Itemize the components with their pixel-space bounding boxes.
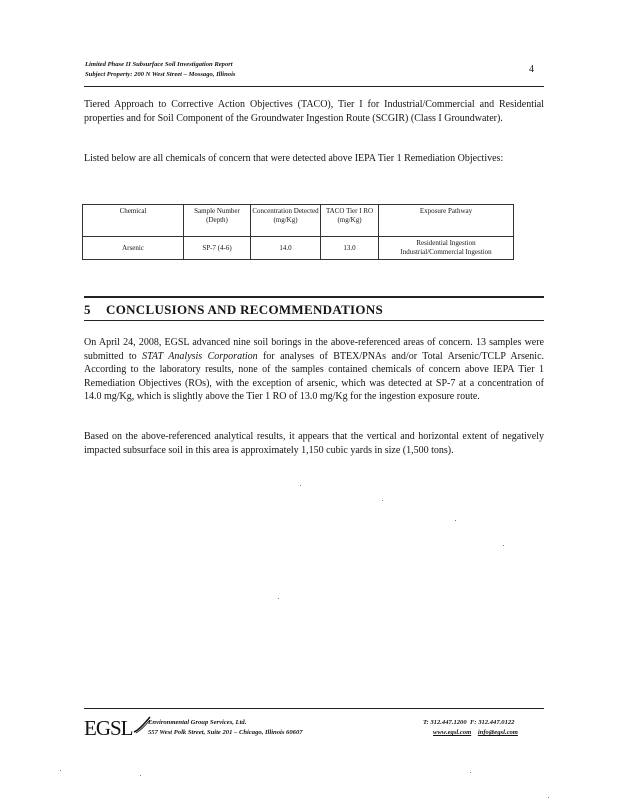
egsl-logo xyxy=(84,716,151,741)
chemicals-of-concern-table xyxy=(82,204,514,260)
conclusions-text-a: On April 24, 2008, EGSL advanced nine soil borings in the above-referenced areas of concern. 13 samples were submitted to xyxy=(84,337,544,362)
cell-chemical: Arsenic xyxy=(83,237,184,260)
section-heading xyxy=(84,302,383,318)
section-rule-top xyxy=(84,296,544,298)
subject-property: Subject Property: 200 N West Street – Mossago, Illinois xyxy=(85,71,236,78)
col-header-sample: Sample Number (Depth) xyxy=(184,205,251,237)
lab-name: STAT Analysis Corporation xyxy=(142,350,258,362)
section-title: CONCLUSIONS AND RECOMMENDATIONS xyxy=(106,302,384,317)
table-row xyxy=(83,237,514,260)
company-name: Environmental Group Services, Ltd. xyxy=(148,719,247,726)
section-number: 5 xyxy=(84,302,91,317)
section-rule-bottom xyxy=(84,320,544,321)
scan-speck xyxy=(300,485,301,486)
logo-text: EGSL xyxy=(84,716,133,740)
cell-concentration: 14.0 xyxy=(251,237,321,260)
pathway-line-1: Residential Ingestion xyxy=(416,239,476,247)
contact-block xyxy=(423,718,518,738)
header-rule xyxy=(84,86,544,87)
footer-rule xyxy=(84,708,544,709)
scan-speck xyxy=(60,770,61,771)
conclusions-paragraph-1 xyxy=(84,336,544,404)
phone: T: 312.447.1200 xyxy=(423,719,467,726)
scan-speck xyxy=(278,598,279,599)
email-link[interactable]: info@egsl.com xyxy=(477,729,518,736)
company-block xyxy=(148,718,303,738)
cell-pathway xyxy=(379,237,514,260)
scan-speck xyxy=(382,500,383,501)
scan-speck xyxy=(455,520,456,521)
fax: F: 312.447.0122 xyxy=(469,719,515,726)
col-header-chemical: Chemical xyxy=(83,205,184,237)
scan-speck xyxy=(548,797,549,798)
table-header-row xyxy=(83,205,514,237)
col-header-pathway: Exposure Pathway xyxy=(379,205,514,237)
scan-speck xyxy=(470,772,471,773)
report-title: Limited Phase II Subsurface Soil Investigation Report xyxy=(85,61,233,68)
pathway-line-2: Industrial/Commercial Ingestion xyxy=(400,248,492,256)
page-header xyxy=(85,60,236,80)
website-link[interactable]: www.egsl.com xyxy=(433,729,472,736)
conclusions-paragraph-2: Based on the above-referenced analytical results, it appears that the vertical and horizontal extent of negatively impacted subsurface soil in this area is approximately 1,150 cubic yards in size (1,500 tons). xyxy=(84,431,544,456)
cell-taco: 13.0 xyxy=(321,237,379,260)
cell-sample: SP-7 (4-6) xyxy=(184,237,251,260)
company-address: 557 West Polk Street, Suite 201 – Chicago, Illinois 60607 xyxy=(148,729,303,736)
taco-paragraph: Tiered Approach to Corrective Action Objectives (TACO), Tier I for Industrial/Commercial and Residential properties and for Soil Component of the Groundwater Ingestion Route (SCGIR) (Class I Groundwater). xyxy=(84,99,544,124)
page-number: 4 xyxy=(529,64,534,75)
col-header-concentration: Concentration Detected (mg/Kg) xyxy=(251,205,321,237)
scan-speck xyxy=(503,545,504,546)
col-header-taco: TACO Tier I RO (mg/Kg) xyxy=(321,205,379,237)
scan-speck xyxy=(140,775,141,776)
chemicals-intro-paragraph: Listed below are all chemicals of concern that were detected above IEPA Tier 1 Remediation Objectives: xyxy=(84,153,504,164)
conclusions-text-b: for analyses of BTEX/PNAs and/or Total Arsenic/TCLP Arsenic. According to the laboratory results, none of the samples contained chemicals of concern above IEPA Tier 1 Remediation Objectives (ROs), with the exception of arsenic, which was detected at SP-7 at a concentration of 14.0 mg/Kg, which is slightly above the Tier 1 RO of 13.0 mg/Kg for the ingestion exposure route. xyxy=(84,350,545,402)
